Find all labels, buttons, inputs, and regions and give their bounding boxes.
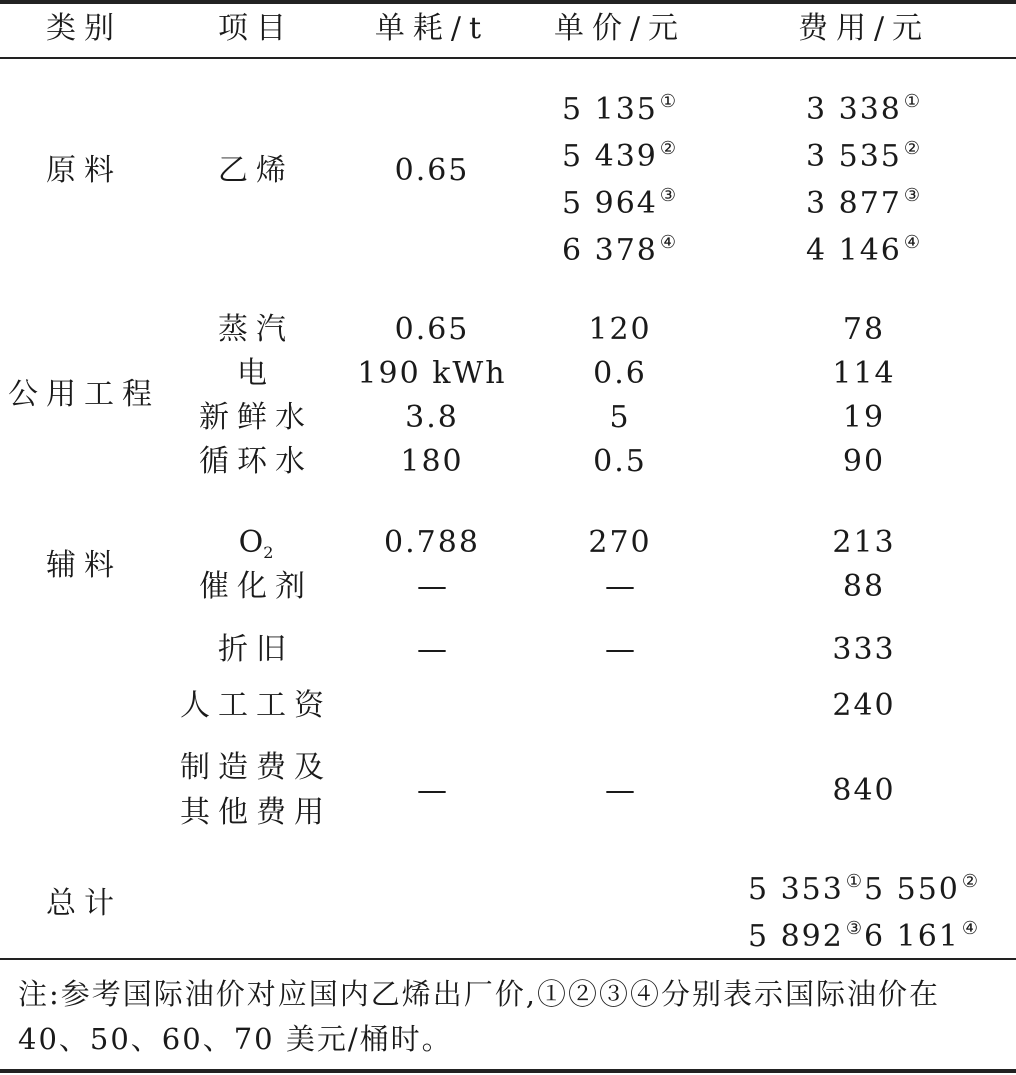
- circulating-water-consumption: 180: [400, 444, 464, 479]
- oxygen-price: 270: [588, 525, 652, 560]
- category-auxiliary: 辅料: [46, 548, 122, 583]
- item-oxygen: $O_2$: [238, 525, 274, 562]
- fresh-water-consumption: 3.8: [405, 400, 459, 435]
- table-top-rule: [0, 0, 1016, 4]
- item-steam: 蒸汽: [218, 312, 294, 347]
- labor-cost: 240: [832, 688, 896, 723]
- header-category: 类别: [46, 11, 122, 46]
- item-electricity: 电: [237, 356, 275, 391]
- table-header-rule: [0, 57, 1016, 59]
- header-unit-price: 单价/元: [553, 11, 687, 46]
- total-label: 总计: [46, 886, 122, 921]
- ethylene-cost-3: 3 877 ③: [805, 185, 923, 221]
- ethylene-cost-2: 3 535 ②: [805, 138, 923, 174]
- item-fresh-water: 新鲜水: [199, 400, 313, 435]
- steam-price: 120: [588, 312, 652, 347]
- electricity-cost: 114: [832, 356, 896, 391]
- item-manufacturing-line1: 制造费及: [180, 750, 332, 785]
- catalyst-consumption: —: [417, 569, 447, 604]
- category-raw: 原料: [46, 153, 122, 188]
- steam-cost: 78: [842, 312, 886, 347]
- fresh-water-price: 5: [609, 400, 631, 435]
- table-bottom-rule: [0, 1069, 1016, 1073]
- category-utilities: 公用工程: [8, 377, 160, 412]
- oxygen-cost: 213: [832, 525, 896, 560]
- item-depreciation: 折旧: [218, 632, 294, 667]
- ethylene-price-3: 5 964 ③: [561, 185, 679, 221]
- catalyst-price: —: [605, 569, 635, 604]
- table-footnote: 注:参考国际油价对应国内乙烯出厂价,①②③④分别表示国际油价在 40、50、60、70 美元/桶时。: [18, 977, 940, 1056]
- depreciation-consumption: —: [417, 632, 447, 667]
- ethylene-price-4: 6 378 ④: [561, 232, 679, 268]
- circulating-water-price: 0.5: [593, 444, 647, 479]
- header-consumption: 单耗/t: [374, 11, 490, 46]
- table-body-rule: [0, 958, 1016, 960]
- steam-consumption: 0.65: [394, 312, 470, 347]
- ethylene-consumption: 0.65: [394, 153, 470, 188]
- header-cost: 费用/元: [797, 11, 931, 46]
- circulating-water-cost: 90: [842, 444, 886, 479]
- catalyst-cost: 88: [842, 569, 886, 604]
- ethylene-price-2: 5 439 ②: [561, 138, 679, 174]
- manufacturing-price: —: [605, 773, 635, 808]
- ethylene-price-1: 5 135 ①: [561, 91, 679, 127]
- electricity-consumption: 190 kWh: [357, 356, 507, 391]
- item-manufacturing-line2: 其他费用: [180, 795, 332, 830]
- manufacturing-cost: 840: [832, 773, 896, 808]
- electricity-price: 0.6: [593, 356, 647, 391]
- item-catalyst: 催化剂: [199, 569, 313, 604]
- manufacturing-consumption: —: [417, 773, 447, 808]
- total-line-1: 5 353 ①5 550 ②: [747, 871, 981, 907]
- ethylene-cost-4: 4 146 ④: [805, 232, 923, 268]
- item-circulating-water: 循环水: [199, 444, 313, 479]
- oxygen-consumption: 0.788: [384, 525, 480, 560]
- depreciation-cost: 333: [832, 632, 896, 667]
- ethylene-cost-1: 3 338 ①: [805, 91, 923, 127]
- item-ethylene: 乙烯: [218, 153, 294, 188]
- header-item: 项目: [218, 11, 294, 46]
- item-labor: 人工工资: [180, 688, 332, 723]
- total-line-2: 5 892 ③6 161 ④: [747, 918, 981, 954]
- fresh-water-cost: 19: [842, 400, 886, 435]
- depreciation-price: —: [605, 632, 635, 667]
